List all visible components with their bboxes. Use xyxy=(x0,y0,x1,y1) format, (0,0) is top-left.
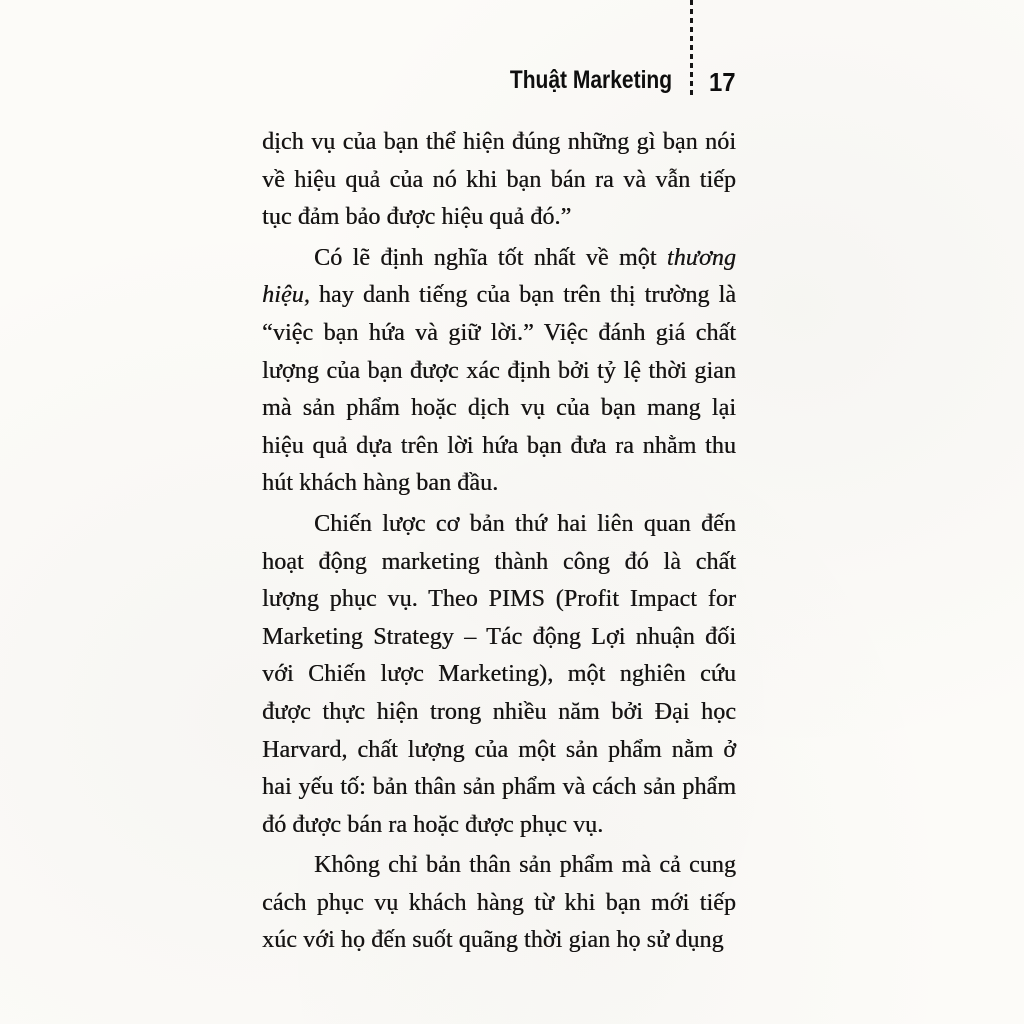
paragraph-2 xyxy=(262,240,736,503)
paragraph-2-italic-term: thương hiệu, xyxy=(262,244,736,309)
paragraph-1: dịch vụ của bạn thể hiện đúng những gì bạn nói về hiệu quả của nó khi bạn bán ra và vẫn tiếp tục đảm bảo được hiệu quả đó.” xyxy=(262,129,736,231)
page-number: 17 xyxy=(709,67,736,97)
body-text xyxy=(262,124,736,963)
paragraph-2-rest: hay danh tiếng của bạn trên thị trường là “việc bạn hứa và giữ lời.” Việc đánh giá chất lượng của bạn được xác định bởi tỷ lệ thời gian mà sản phẩm hoặc dịch vụ của bạn mang lại hiệu quả dựa trên lời hứa bạn đưa ra nhằm thu hút khách hàng ban đầu. xyxy=(262,282,736,497)
running-header-title: Thuật Marketing xyxy=(509,66,672,94)
paragraph-2-lead: Có lẽ định nghĩa tốt nhất về một xyxy=(314,244,667,271)
header-dashed-divider xyxy=(690,0,693,98)
paragraph-3: Chiến lược cơ bản thứ hai liên quan đến hoạt động marketing thành công đó là chất lượng phục vụ. Theo PIMS (Profit Impact for Marketing Strategy – Tác động Lợi nhuận đối với Chiến lược Marketing), một nghiên cứu được thực hiện trong nhiều năm bởi Đại học Harvard, chất lượng của một sản phẩm nằm ở hai yếu tố: bản thân sản phẩm và cách sản phẩm đó được bán ra hoặc được phục vụ. xyxy=(262,510,736,838)
paragraph-4: Không chỉ bản thân sản phẩm mà cả cung cách phục vụ khách hàng từ khi bạn mới tiếp xúc với họ đến suốt quãng thời gian họ sử dụng xyxy=(262,852,736,954)
